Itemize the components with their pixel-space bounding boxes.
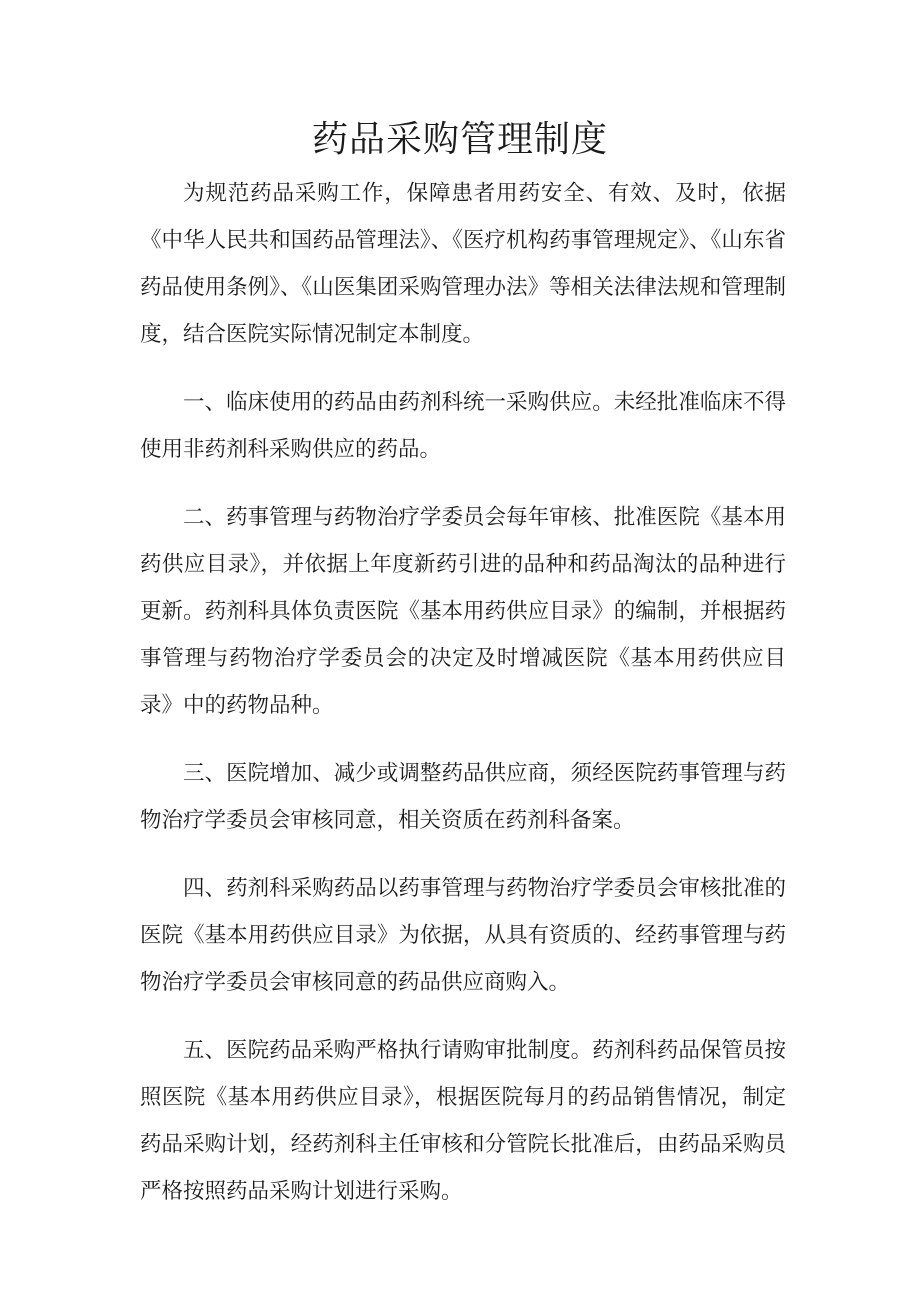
paragraph-item-2: 二、药事管理与药物治疗学委员会每年审核、批准医院《基本用药供应目录》，并依据上年度新药引进的品种和药品淘汰的品种进行更新。药剂科具体负责医院《基本用药供应目录》的编制，并根据药事管理与药物治疗学委员会的决定及时增减医院《基本用药供应目录》中的药物品种。	[140, 505, 786, 718]
paragraph-item-4: 四、药剂科采购药品以药事管理与药物治疗学委员会审核批准的医院《基本用药供应目录》为依据，从具有资质的、经药事管理与药物治疗学委员会审核同意的药品供应商购入。	[140, 876, 786, 995]
paragraph-item-3: 三、医院增加、减少或调整药品供应商，须经医院药事管理与药物治疗学委员会审核同意，相关资质在药剂科备案。	[140, 761, 786, 833]
paragraph-item-1: 一、临床使用的药品由药剂科统一采购供应。未经批准临床不得使用非药剂科采购供应的药品。	[140, 390, 786, 462]
document-body	[140, 170, 786, 1236]
paragraph-intro: 为规范药品采购工作，保障患者用药安全、有效、及时，依据《中华人民共和国药品管理法》、《医疗机构药事管理规定》、《山东省药品使用条例》、《山医集团采购管理办法》等相关法律法规和管理制度，结合医院实际情况制定本制度。	[140, 181, 786, 347]
paragraph-item-5: 五、医院药品采购严格执行请购审批制度。药剂科药品保管员按照医院《基本用药供应目录》，根据医院每月的药品销售情况，制定药品采购计划，经药剂科主任审核和分管院长批准后，由药品采购员严格按照药品采购计划进行采购。	[140, 1038, 786, 1204]
document-title: 药品采购管理制度	[311, 119, 608, 160]
